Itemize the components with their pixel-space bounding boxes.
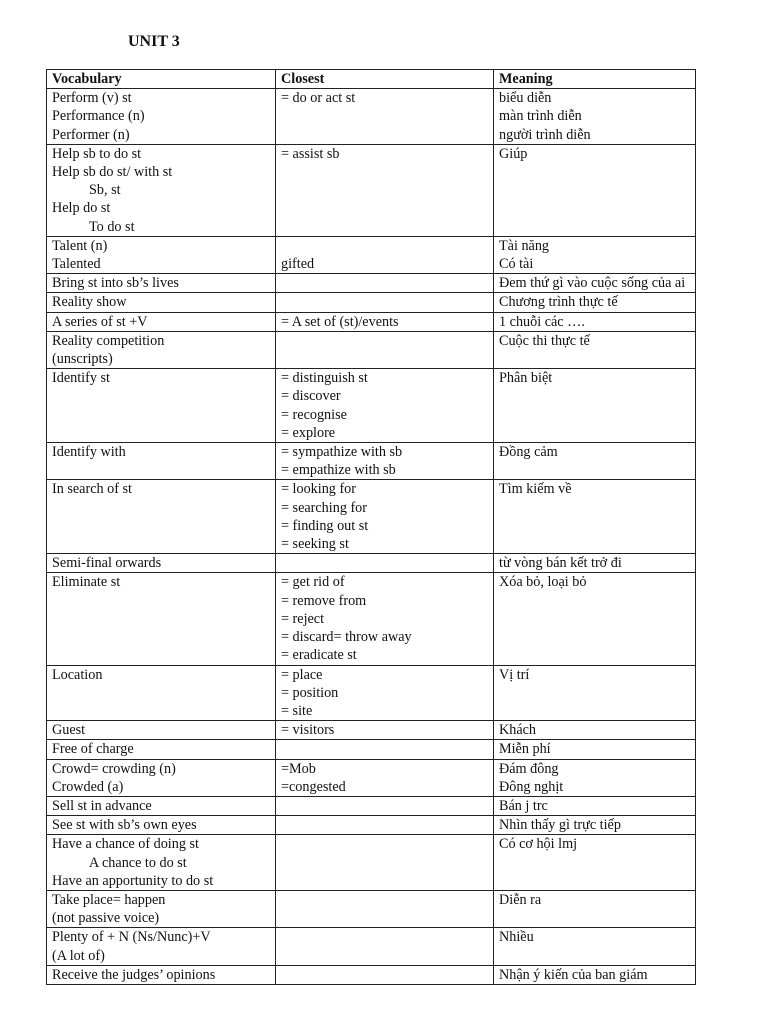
table-row <box>47 293 696 312</box>
table-row <box>47 740 696 759</box>
closest-text: =Mob <box>281 760 316 777</box>
vocabulary-text: See st with sb’s own eyes <box>52 817 197 834</box>
vocabulary-cell <box>47 554 276 573</box>
vocabulary-text: Location <box>52 666 103 683</box>
meaning-cell <box>494 89 696 145</box>
closest-text: = discover <box>281 388 341 405</box>
meaning-text: Phân biệt <box>499 370 553 387</box>
closest-text: = finding out st <box>281 517 369 534</box>
meaning-cell <box>494 554 696 573</box>
meaning-cell <box>494 443 696 480</box>
meaning-cell <box>494 144 696 236</box>
vocabulary-text: To do st <box>89 218 135 235</box>
vocabulary-cell <box>47 480 276 554</box>
closest-cell <box>276 890 494 927</box>
vocabulary-cell <box>47 796 276 815</box>
closest-cell <box>276 816 494 835</box>
vocabulary-cell <box>47 665 276 721</box>
vocabulary-text: Identify with <box>52 444 126 461</box>
vocabulary-cell <box>47 759 276 796</box>
closest-cell <box>276 89 494 145</box>
vocabulary-cell <box>47 331 276 368</box>
meaning-cell <box>494 928 696 965</box>
vocabulary-text: Take place= happen <box>52 891 166 908</box>
meaning-cell <box>494 740 696 759</box>
meaning-text: màn trình diễn <box>499 108 582 125</box>
closest-text: = get rid of <box>281 574 345 591</box>
table-row <box>47 816 696 835</box>
meaning-text: Có tài <box>499 256 534 273</box>
closest-cell <box>276 144 494 236</box>
vocabulary-cell <box>47 369 276 443</box>
meaning-text: biểu diễn <box>499 90 552 107</box>
closest-cell <box>276 740 494 759</box>
vocabulary-cell <box>47 816 276 835</box>
meaning-cell <box>494 665 696 721</box>
closest-text: = eradicate st <box>281 647 357 664</box>
vocabulary-text: Sell st in advance <box>52 797 152 814</box>
closest-text: = looking for <box>281 481 356 498</box>
table-row <box>47 369 696 443</box>
closest-text: = position <box>281 684 339 701</box>
meaning-cell <box>494 721 696 740</box>
closest-text: = visitors <box>281 722 335 739</box>
meaning-cell <box>494 573 696 665</box>
closest-cell <box>276 331 494 368</box>
closest-text: = do or act st <box>281 90 356 107</box>
vocabulary-cell <box>47 928 276 965</box>
closest-text <box>281 237 488 255</box>
table-row <box>47 236 696 273</box>
meaning-text: Tài năng <box>499 237 550 254</box>
meaning-text: Nhận ý kiến của ban giám <box>499 966 648 983</box>
meaning-text: người trình diễn <box>499 126 591 143</box>
meaning-cell <box>494 816 696 835</box>
meaning-text: Miễn phí <box>499 741 551 758</box>
meaning-text: Đông nghịt <box>499 778 564 795</box>
vocabulary-text: Identify st <box>52 370 110 387</box>
vocabulary-text: Semi-final orwards <box>52 555 162 572</box>
vocabulary-text: Have a chance of doing st <box>52 836 199 853</box>
closest-text: = A set of (st)/events <box>281 313 399 330</box>
table-row <box>47 312 696 331</box>
vocabulary-cell <box>47 721 276 740</box>
vocabulary-text: Talent (n) <box>52 237 108 254</box>
closest-text: = empathize with sb <box>281 462 396 479</box>
closest-cell <box>276 293 494 312</box>
meaning-text: Nhiều <box>499 929 534 946</box>
table-row <box>47 965 696 984</box>
vocabulary-text: Guest <box>52 722 86 739</box>
closest-text: =congested <box>281 778 346 795</box>
vocabulary-text: (not passive voice) <box>52 910 160 927</box>
meaning-text: Cuộc thi thực tế <box>499 332 590 349</box>
closest-cell <box>276 369 494 443</box>
table-row <box>47 144 696 236</box>
closest-text: = remove from <box>281 592 367 609</box>
meaning-text: Chương trình thực tế <box>499 294 618 311</box>
meaning-text: Vị trí <box>499 666 530 683</box>
document-title: UNIT 3 <box>128 33 180 50</box>
vocabulary-text: A series of st +V <box>52 313 148 330</box>
closest-cell <box>276 835 494 891</box>
meaning-cell <box>494 890 696 927</box>
closest-text: = discard= throw away <box>281 629 412 646</box>
meaning-text: Đám đông <box>499 760 559 777</box>
closest-cell <box>276 554 494 573</box>
vocabulary-cell <box>47 293 276 312</box>
vocabulary-text: Help sb to do st <box>52 145 142 162</box>
vocabulary-cell <box>47 965 276 984</box>
vocabulary-text: Talented <box>52 256 101 273</box>
closest-cell <box>276 443 494 480</box>
closest-cell <box>276 312 494 331</box>
closest-cell <box>276 721 494 740</box>
closest-text: gifted <box>281 256 315 273</box>
meaning-cell <box>494 965 696 984</box>
meaning-cell <box>494 236 696 273</box>
vocabulary-cell <box>47 573 276 665</box>
closest-cell <box>276 274 494 293</box>
closest-cell <box>276 236 494 273</box>
vocabulary-text: Perform (v) st <box>52 90 132 107</box>
meaning-text: từ vòng bán kết trở đi <box>499 555 622 572</box>
vocabulary-cell <box>47 835 276 891</box>
meaning-cell <box>494 274 696 293</box>
vocabulary-text: (A lot of) <box>52 947 105 964</box>
closest-text: = assist sb <box>281 145 340 162</box>
vocabulary-text: In search of st <box>52 481 132 498</box>
table-row <box>47 480 696 554</box>
table-row <box>47 665 696 721</box>
table-header-row <box>47 70 696 89</box>
table-row <box>47 443 696 480</box>
vocabulary-cell <box>47 312 276 331</box>
vocabulary-text: Reality competition <box>52 332 165 349</box>
vocabulary-text: Help sb do st/ with st <box>52 164 173 181</box>
vocabulary-text: A chance to do st <box>89 854 187 871</box>
vocabulary-cell <box>47 740 276 759</box>
meaning-cell <box>494 369 696 443</box>
closest-text: = searching for <box>281 499 367 516</box>
meaning-text: Đem thứ gì vào cuộc sống của ai <box>499 275 686 292</box>
vocabulary-text: Crowded (a) <box>52 778 124 795</box>
table-row <box>47 796 696 815</box>
closest-text: = seeking st <box>281 536 349 553</box>
vocabulary-text: Eliminate st <box>52 574 121 591</box>
table-row <box>47 835 696 891</box>
closest-text: = reject <box>281 610 325 627</box>
vocabulary-text: Free of charge <box>52 741 134 758</box>
vocabulary-cell <box>47 443 276 480</box>
vocabulary-cell <box>47 890 276 927</box>
meaning-text: Khách <box>499 722 537 739</box>
vocabulary-text: Sb, st <box>89 182 121 199</box>
meaning-text: Bán j trc <box>499 797 548 814</box>
meaning-cell <box>494 293 696 312</box>
vocabulary-text: Have an apportunity to do st <box>52 872 214 889</box>
table-row <box>47 274 696 293</box>
vocabulary-text: Plenty of + N (Ns/Nunc)+V <box>52 929 211 946</box>
vocabulary-text: Help do st <box>52 200 111 217</box>
meaning-text: Giúp <box>499 145 528 162</box>
closest-cell <box>276 796 494 815</box>
closest-cell <box>276 965 494 984</box>
table-row <box>47 890 696 927</box>
closest-text: = place <box>281 666 323 683</box>
closest-text: = site <box>281 702 313 719</box>
meaning-text: Đồng cảm <box>499 444 558 461</box>
closest-cell <box>276 759 494 796</box>
vocabulary-cell <box>47 89 276 145</box>
meaning-text: Xóa bỏ, loại bỏ <box>499 574 587 591</box>
vocabulary-text: Reality show <box>52 294 127 311</box>
vocabulary-text: Receive the judges’ opinions <box>52 966 216 983</box>
meaning-cell <box>494 331 696 368</box>
meaning-cell <box>494 835 696 891</box>
vocabulary-text: Crowd= crowding (n) <box>52 760 176 777</box>
meaning-cell <box>494 312 696 331</box>
vocabulary-text: Performance (n) <box>52 108 145 125</box>
vocabulary-table <box>46 69 696 985</box>
table-row <box>47 573 696 665</box>
vocabulary-cell <box>47 274 276 293</box>
table-row <box>47 554 696 573</box>
vocabulary-cell <box>47 236 276 273</box>
meaning-text: Diễn ra <box>499 891 542 908</box>
meaning-text: Nhìn thấy gì trực tiếp <box>499 817 621 834</box>
vocabulary-cell <box>47 144 276 236</box>
meaning-text: Có cơ hội lmj <box>499 836 578 853</box>
closest-cell <box>276 928 494 965</box>
meaning-cell <box>494 480 696 554</box>
closest-text: = sympathize with sb <box>281 444 403 461</box>
closest-cell <box>276 573 494 665</box>
closest-cell <box>276 665 494 721</box>
header-closest: Closest <box>276 70 494 89</box>
closest-text: = distinguish st <box>281 370 368 387</box>
closest-text: = recognise <box>281 406 347 423</box>
meaning-cell <box>494 759 696 796</box>
vocabulary-text: Performer (n) <box>52 126 130 143</box>
table-row <box>47 89 696 145</box>
header-meaning: Meaning <box>494 70 696 89</box>
closest-text: = explore <box>281 424 336 441</box>
table-row <box>47 721 696 740</box>
table-row <box>47 759 696 796</box>
vocabulary-text: Bring st into sb’s lives <box>52 275 179 292</box>
closest-cell <box>276 480 494 554</box>
meaning-cell <box>494 796 696 815</box>
header-vocabulary: Vocabulary <box>47 70 276 89</box>
table-row <box>47 331 696 368</box>
meaning-text: 1 chuỗi các …. <box>499 313 585 330</box>
meaning-text: Tìm kiếm về <box>499 481 572 498</box>
table-row <box>47 928 696 965</box>
vocabulary-text: (unscripts) <box>52 351 113 368</box>
